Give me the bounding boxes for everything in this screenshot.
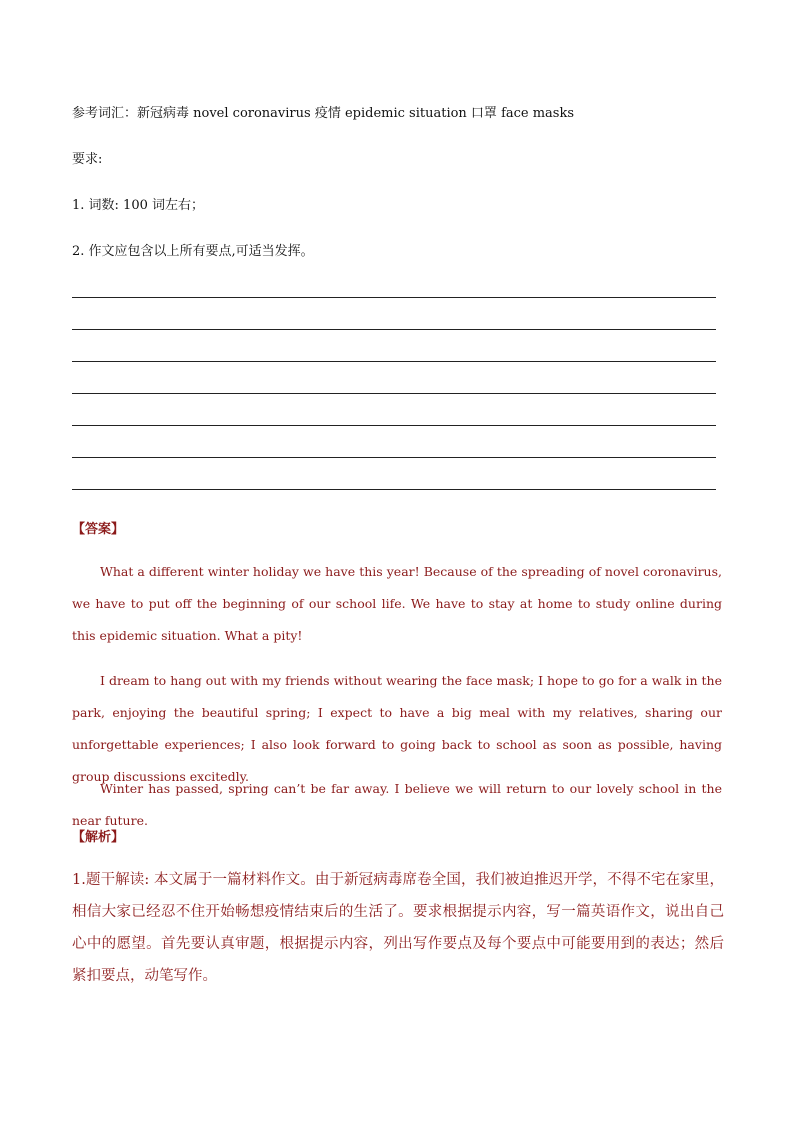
writing-line (72, 361, 716, 362)
answer-paragraph-3 (72, 773, 722, 837)
writing-line (72, 393, 716, 394)
answer-paragraph-3-text: Winter has passed, spring can’t be far away. I believe we will return to our lovely school in the near future. (72, 781, 722, 828)
answer-paragraph-1-text: What a different winter holiday we have this year! Because of the spreading of novel coronavirus, we have to put off the beginning of our school life. We have to stay at home to study online during this epidemic situation. What a pity! (72, 564, 722, 643)
answer-paragraph-2-text: I dream to hang out with my friends without wearing the face mask; I hope to go for a walk in the park, enjoying the beautiful spring; I expect to have a big meal with my relatives, sharing our unforgettable experiences; I also look forward to going back to school as soon as possible, having group discussions excitedly. (72, 673, 722, 784)
answer-heading: 【答案】 (72, 522, 125, 537)
analysis-heading: 【解析】 (72, 830, 125, 845)
writing-line (72, 297, 716, 298)
requirement-1: 1. 词数: 100 词左右； (72, 198, 204, 213)
writing-line (72, 329, 716, 330)
writing-line (72, 425, 716, 426)
requirements-title: 要求: (72, 152, 103, 167)
writing-line (72, 489, 716, 490)
analysis-paragraph-1: 1.题干解读: 本文属于一篇材料作文。由于新冠病毒席卷全国，我们被迫推迟开学，不得不宅在家里，相信大家已经忍不住开始畅想疫情结束后的生活了。要求根据提示内容，写一篇英语作文，说出自己心中的愿望。首先要认真审题，根据提示内容，列出写作要点及每个要点中可能要用到的表达；然后紧扣要点，动笔写作。 (72, 872, 724, 984)
answer-paragraph-1 (72, 556, 722, 652)
requirement-2: 2. 作文应包含以上所有要点,可适当发挥。 (72, 244, 314, 259)
writing-line (72, 457, 716, 458)
vocab-reference: 参考词汇：新冠病毒 novel coronavirus 疫情 epidemic situation 口罩 face masks (72, 106, 575, 121)
